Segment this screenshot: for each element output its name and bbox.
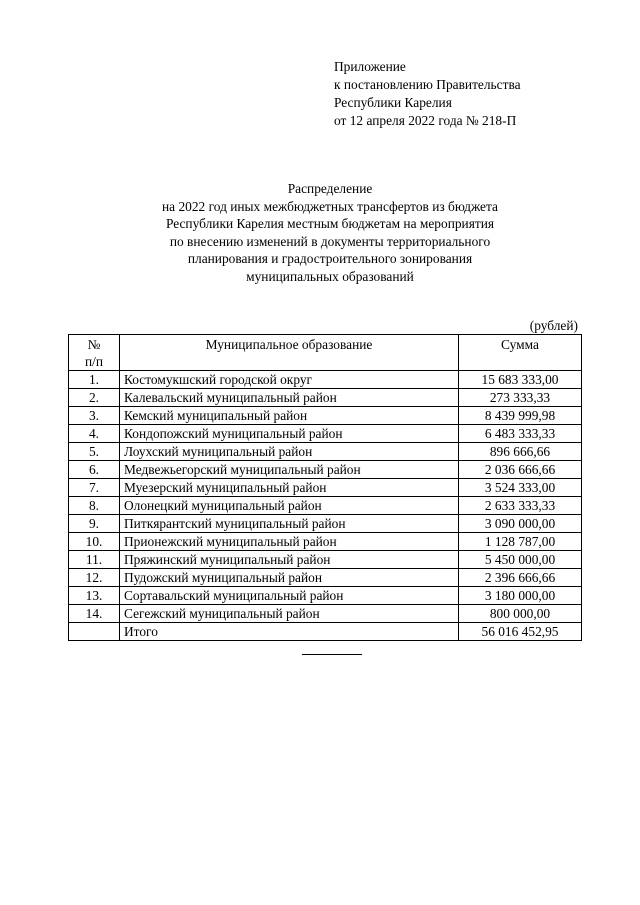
row-sum: 15 683 333,00	[459, 371, 582, 389]
row-municipality: Лоухский муниципальный район	[120, 443, 459, 461]
total-sum: 56 016 452,95	[459, 623, 582, 641]
row-number: 9.	[69, 515, 120, 533]
table-row	[69, 569, 582, 587]
row-municipality: Медвежьегорский муниципальный район	[120, 461, 459, 479]
total-row	[69, 623, 582, 641]
row-number: 6.	[69, 461, 120, 479]
row-number: 7.	[69, 479, 120, 497]
appendix-line: Приложение	[334, 59, 406, 74]
table-row	[69, 479, 582, 497]
row-sum: 3 524 333,00	[459, 479, 582, 497]
row-sum: 2 396 666,66	[459, 569, 582, 587]
row-municipality: Питкярантский муниципальный район	[120, 515, 459, 533]
row-number: 10.	[69, 533, 120, 551]
header-municipality: Муниципальное образование	[120, 335, 459, 371]
row-municipality: Сортавальский муниципальный район	[120, 587, 459, 605]
row-municipality: Костомукшский городской округ	[120, 371, 459, 389]
document-title	[60, 180, 600, 286]
row-sum: 6 483 333,33	[459, 425, 582, 443]
table-row	[69, 587, 582, 605]
appendix-line: Республики Карелия	[334, 95, 452, 110]
unit-label: (рублей)	[529, 318, 578, 333]
row-sum: 8 439 999,98	[459, 407, 582, 425]
table-row	[69, 515, 582, 533]
row-number: 12.	[69, 569, 120, 587]
table-body	[69, 371, 582, 623]
row-sum: 800 000,00	[459, 605, 582, 623]
title-line: на 2022 год иных межбюджетных трансфертов из бюджета	[162, 198, 498, 214]
appendix-header	[334, 58, 521, 130]
row-municipality: Кемский муниципальный район	[120, 407, 459, 425]
row-municipality: Пудожский муниципальный район	[120, 569, 459, 587]
title-line: муниципальных образований	[246, 268, 414, 284]
header-number-line1: №	[87, 337, 101, 352]
row-number: 8.	[69, 497, 120, 515]
end-divider	[302, 654, 362, 655]
row-sum: 896 666,66	[459, 443, 582, 461]
total-number-cell	[69, 623, 120, 641]
title-line: планирования и градостроительного зонирования	[187, 251, 473, 267]
table-header-row	[69, 335, 582, 371]
table-row	[69, 461, 582, 479]
table-row	[69, 443, 582, 461]
row-sum: 3 180 000,00	[459, 587, 582, 605]
row-municipality: Пряжинский муниципальный район	[120, 551, 459, 569]
row-sum: 2 633 333,33	[459, 497, 582, 515]
table-row	[69, 425, 582, 443]
title-line: Распределение	[287, 181, 373, 196]
row-municipality: Олонецкий муниципальный район	[120, 497, 459, 515]
row-municipality: Калевальский муниципальный район	[120, 389, 459, 407]
total-label: Итого	[120, 623, 459, 641]
row-sum: 1 128 787,00	[459, 533, 582, 551]
header-number	[69, 335, 120, 371]
row-number: 13.	[69, 587, 120, 605]
row-municipality: Муезерский муниципальный район	[120, 479, 459, 497]
row-number: 2.	[69, 389, 120, 407]
table-row	[69, 533, 582, 551]
table-row	[69, 551, 582, 569]
row-number: 1.	[69, 371, 120, 389]
title-line: по внесению изменений в документы территориального	[169, 233, 491, 249]
table-row	[69, 605, 582, 623]
table-row	[69, 497, 582, 515]
row-municipality: Прионежский муниципальный район	[120, 533, 459, 551]
row-sum: 2 036 666,66	[459, 461, 582, 479]
table-row	[69, 407, 582, 425]
row-number: 11.	[69, 551, 120, 569]
appendix-line: к постановлению Правительства	[334, 77, 521, 92]
distribution-table	[68, 334, 582, 641]
row-sum: 273 333,33	[459, 389, 582, 407]
row-number: 4.	[69, 425, 120, 443]
row-sum: 3 090 000,00	[459, 515, 582, 533]
header-sum: Сумма	[459, 335, 582, 371]
table-row	[69, 389, 582, 407]
title-line: Республики Карелия местным бюджетам на мероприятия	[165, 216, 495, 232]
row-number: 3.	[69, 407, 120, 425]
row-number: 14.	[69, 605, 120, 623]
row-municipality: Кондопожский муниципальный район	[120, 425, 459, 443]
appendix-line: от 12 апреля 2022 года № 218-П	[334, 113, 517, 128]
table-row	[69, 371, 582, 389]
row-number: 5.	[69, 443, 120, 461]
row-municipality: Сегежский муниципальный район	[120, 605, 459, 623]
row-sum: 5 450 000,00	[459, 551, 582, 569]
header-number-line2: п/п	[84, 354, 104, 369]
